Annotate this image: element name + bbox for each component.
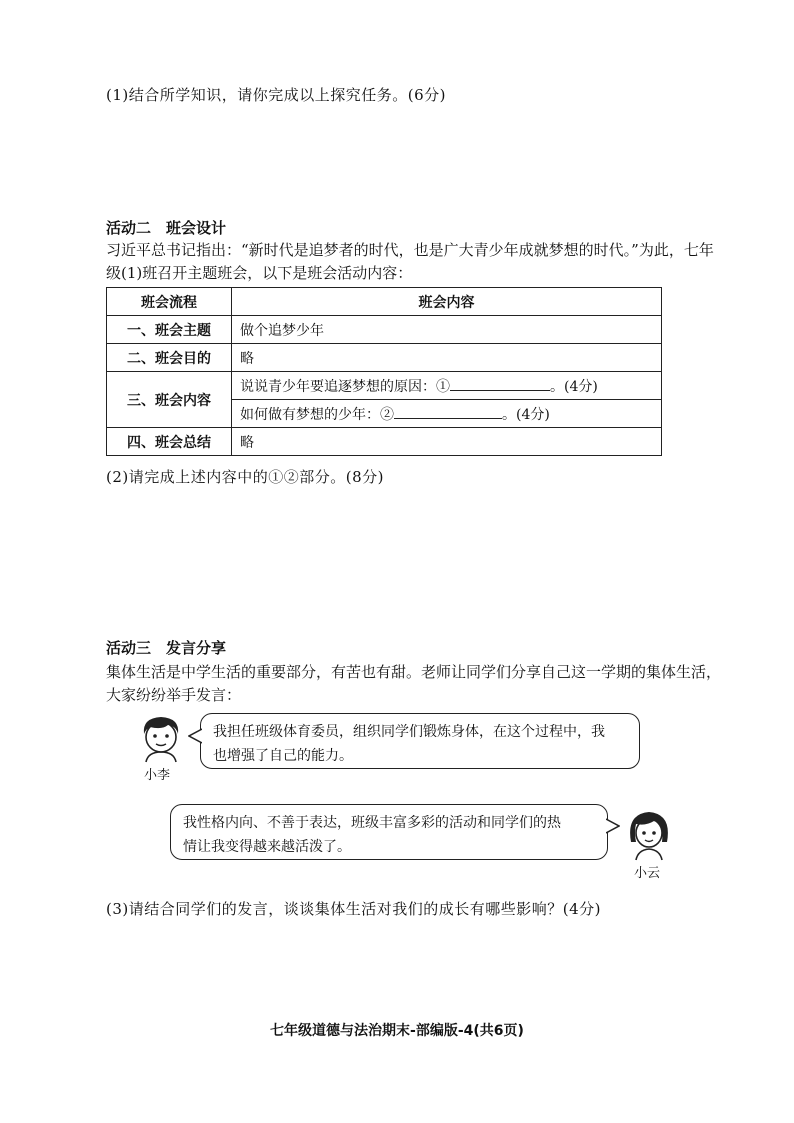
table-cell-content-b [232, 400, 662, 428]
speaker1-name: 小李 [144, 768, 171, 783]
class-meeting-table [106, 287, 662, 456]
speaker1-line2: 也增强了自己的能力。 [213, 748, 353, 764]
table-cell-step: 二、班会目的 [107, 344, 232, 372]
table-header: 班会流程 [107, 288, 232, 316]
table-cell-step: 一、班会主题 [107, 316, 232, 344]
table-row [107, 428, 662, 456]
bubble-tail-right [606, 818, 620, 834]
question-1: (1)结合所学知识，请你完成以上探究任务。(6分) [106, 86, 446, 104]
activity2-intro-line1: 习近平总书记指出：“新时代是追梦者的时代，也是广大青少年成就梦想的时代。”为此，七年 [106, 241, 714, 259]
speech-bubble-speaker1 [200, 713, 640, 769]
speech-bubble-speaker2 [170, 804, 608, 860]
table-header-row [107, 288, 662, 316]
boy-avatar-icon [136, 712, 186, 764]
speaker1-line1: 我担任班级体育委员，组织同学们锻炼身体，在这个过程中，我 [213, 724, 605, 740]
table-cell-step: 三、班会内容 [107, 372, 232, 428]
speaker2-line2: 情让我变得越来越活泼了。 [183, 839, 351, 855]
table-cell-content-a [232, 372, 662, 400]
table-row [107, 372, 662, 400]
girl-avatar-icon [624, 806, 674, 862]
table-cell-content: 略 [232, 344, 662, 372]
table-header: 班会内容 [232, 288, 662, 316]
blank1-suffix: 。(4分) [550, 378, 598, 395]
speaker2-name: 小云 [634, 866, 661, 881]
activity2-heading: 活动二 班会设计 [106, 219, 227, 237]
table-row [107, 316, 662, 344]
blank2-prefix: 如何做有梦想的少年：② [240, 406, 394, 423]
answer-blank-1[interactable] [450, 376, 550, 391]
activity3-intro-line1: 集体生活是中学生活的重要部分，有苦也有甜。老师让同学们分享自己这一学期的集体生活， [106, 663, 722, 681]
activity3-intro-line2: 大家纷纷举手发言： [106, 686, 242, 704]
answer-blank-2[interactable] [394, 404, 502, 419]
question-2: (2)请完成上述内容中的①②部分。(8分) [106, 468, 384, 486]
table-row [107, 344, 662, 372]
page-footer: 七年级道德与法治期末-部编版-4(共6页) [270, 1023, 524, 1039]
blank2-suffix: 。(4分) [502, 406, 550, 423]
blank1-prefix: 说说青少年要追逐梦想的原因：① [240, 378, 450, 395]
question-3: (3)请结合同学们的发言，谈谈集体生活对我们的成长有哪些影响？(4分) [106, 900, 601, 918]
activity3-heading: 活动三 发言分享 [106, 639, 227, 657]
speaker2-line1: 我性格内向、不善于表达，班级丰富多彩的活动和同学们的热 [183, 815, 561, 831]
activity2-intro-line2: 级(1)班召开主题班会，以下是班会活动内容： [106, 264, 413, 282]
table-cell-content: 略 [232, 428, 662, 456]
bubble-tail-left [188, 728, 202, 744]
table-cell-content: 做个追梦少年 [232, 316, 662, 344]
table-cell-step: 四、班会总结 [107, 428, 232, 456]
